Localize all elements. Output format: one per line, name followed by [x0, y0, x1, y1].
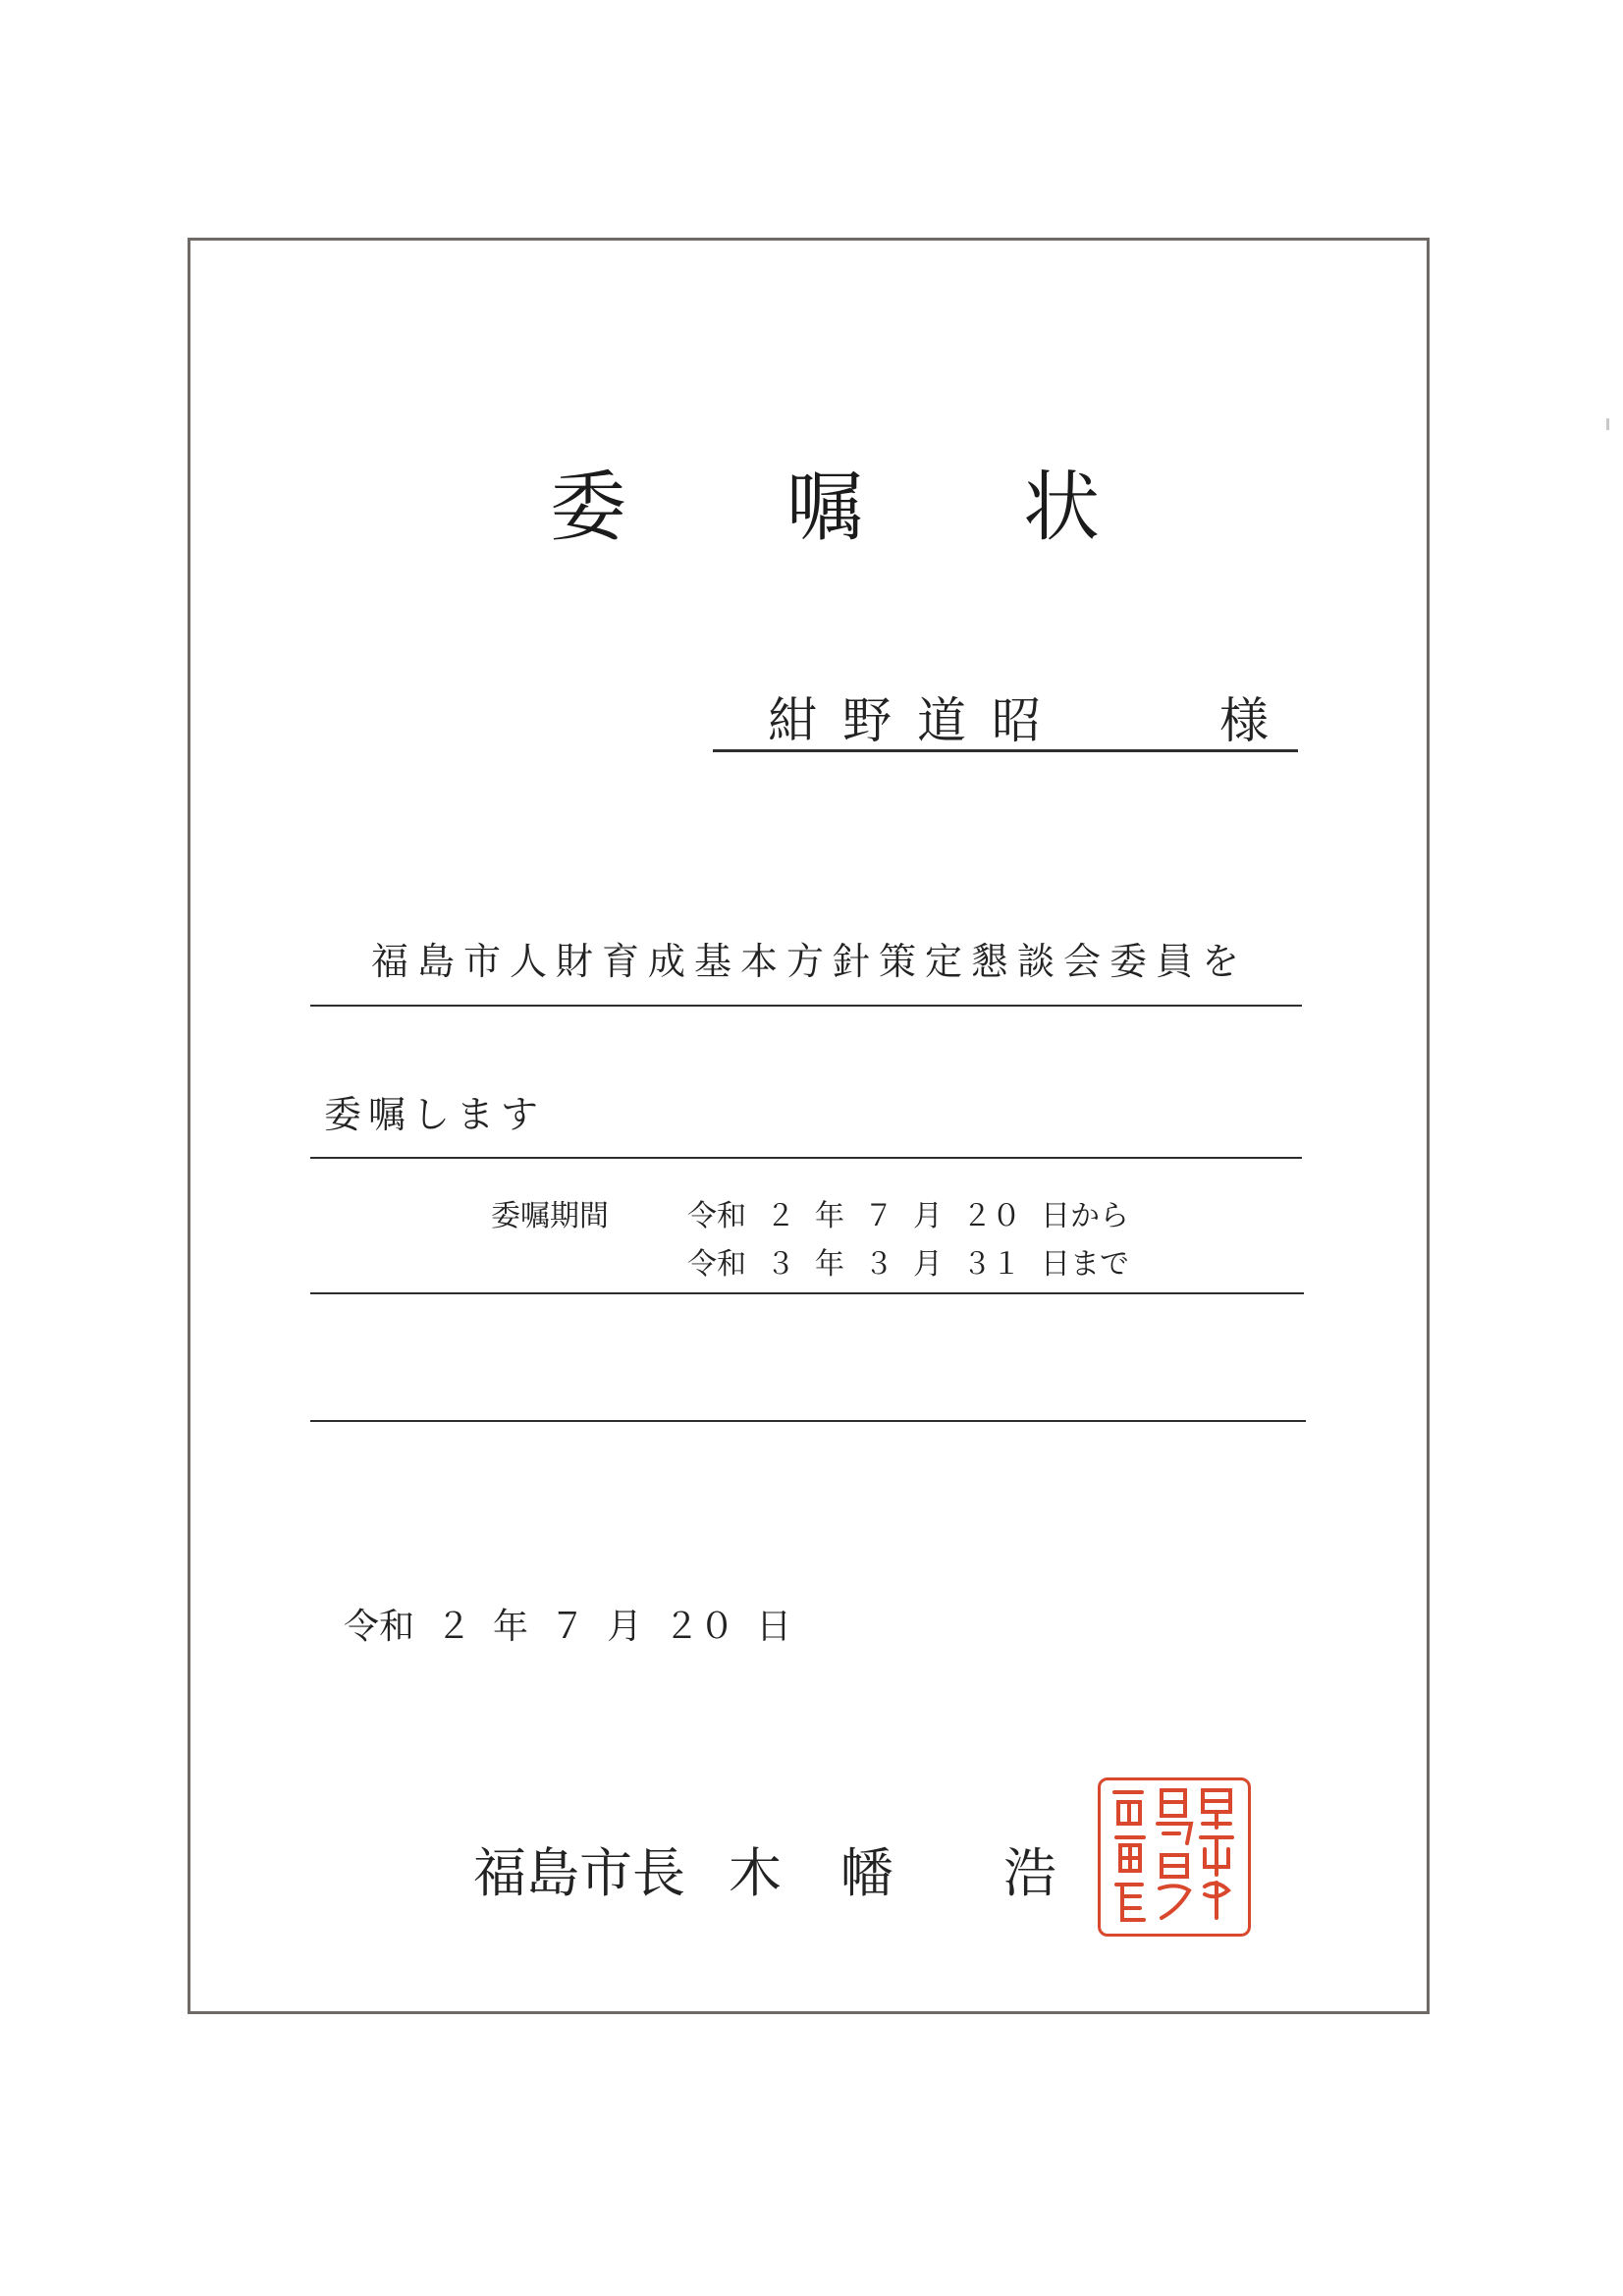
year: ２ [436, 1607, 472, 1647]
appointment-verb: 委嘱します [324, 1093, 546, 1136]
day: ３１ [962, 1247, 1021, 1282]
signatory-name-char: 幡 [840, 1842, 893, 1904]
month: ７ [550, 1607, 586, 1647]
rule-line [310, 1005, 1302, 1007]
era: 令和 [344, 1607, 415, 1647]
day-unit: 日から [1041, 1199, 1129, 1233]
appointment-line: 福島市人財育成基本方針策定懇談会委員を [371, 940, 1249, 983]
month-unit: 月 [913, 1247, 943, 1282]
month-unit: 月 [607, 1607, 643, 1647]
day-unit: 日まで [1041, 1247, 1129, 1282]
seal-glyphs [1101, 1780, 1248, 1934]
day: ２０ [664, 1607, 735, 1647]
year-unit: 年 [815, 1199, 844, 1233]
period-start [687, 1191, 1129, 1234]
title-char: 状 [1022, 464, 1100, 552]
recipient-name: 紺野道昭 [768, 692, 1066, 749]
rule-line [310, 1157, 1302, 1159]
era: 令和 [687, 1199, 746, 1233]
official-seal [1098, 1777, 1251, 1937]
signatory-name-char: 木 [729, 1842, 782, 1904]
issue-date [344, 1599, 791, 1649]
recipient-honorific: 様 [1219, 692, 1269, 749]
signatory-name-char: 浩 [1003, 1842, 1056, 1904]
recipient [768, 678, 1269, 756]
scan-speck [1606, 418, 1609, 430]
day: ２０ [962, 1199, 1021, 1233]
era: 令和 [687, 1247, 746, 1282]
year-unit: 年 [815, 1247, 844, 1282]
recipient-underline [713, 749, 1298, 752]
rule-line [310, 1420, 1306, 1422]
month-unit: 月 [913, 1199, 943, 1233]
month: ３ [864, 1247, 893, 1282]
signatory-title: 福島市長 [473, 1842, 685, 1904]
year-unit: 年 [493, 1607, 529, 1647]
title-char: 嘱 [785, 464, 863, 552]
year: ２ [766, 1199, 795, 1233]
period-label: 委嘱期間 [491, 1199, 609, 1233]
signatory [473, 1831, 1056, 1907]
year: ３ [766, 1247, 795, 1282]
title-char: 委 [550, 464, 627, 552]
day-unit: 日 [756, 1607, 792, 1647]
rule-line [310, 1292, 1304, 1294]
month: ７ [864, 1199, 893, 1233]
period-end [687, 1239, 1129, 1283]
certificate-title [550, 447, 1100, 555]
